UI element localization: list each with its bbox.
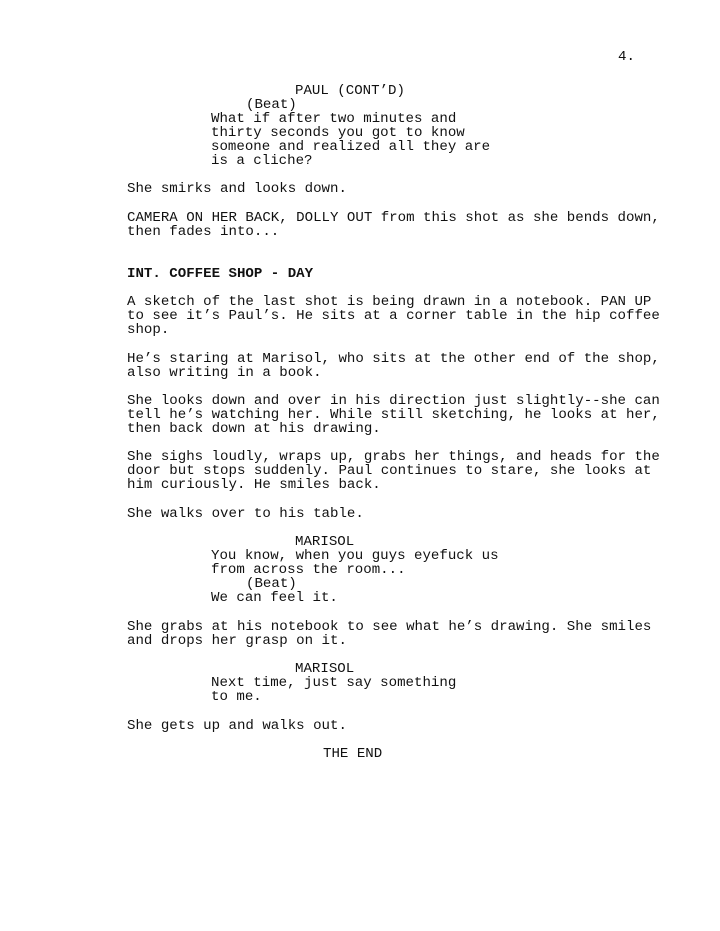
scene-heading: INT. COFFEE SHOP - DAY (127, 266, 314, 282)
parenthetical: (Beat) (246, 97, 297, 113)
action-line: A sketch of the last shot is being drawn in a notebook. PAN UP (127, 294, 652, 310)
dialogue-line: What if after two minutes and (211, 111, 457, 127)
dialogue-line: You know, when you guys eyefuck us (211, 548, 499, 564)
character-name: MARISOL (295, 534, 355, 550)
character-name: MARISOL (295, 661, 355, 677)
dialogue-line: thirty seconds you got to know (211, 125, 465, 141)
action-line: She gets up and walks out. (127, 718, 347, 734)
action-line: CAMERA ON HER BACK, DOLLY OUT from this shot as she bends down, (127, 210, 660, 226)
action-line: then back down at his drawing. (127, 421, 381, 437)
action-line: She sighs loudly, wraps up, grabs her things, and heads for the (127, 449, 660, 465)
parenthetical: (Beat) (246, 576, 297, 592)
dialogue-line: from across the room... (211, 562, 406, 578)
character-name: PAUL (CONT’D) (295, 83, 405, 99)
action-line: door but stops suddenly. Paul continues to stare, she looks at (127, 463, 652, 479)
action-line: shop. (127, 322, 170, 338)
dialogue-line: to me. (211, 689, 262, 705)
the-end-marker: THE END (323, 746, 383, 762)
action-line: She smirks and looks down. (127, 181, 347, 197)
action-line: tell he’s watching her. While still sketching, he looks at her, (127, 407, 660, 423)
dialogue-line: is a cliche? (211, 153, 313, 169)
dialogue-line: Next time, just say something (211, 675, 457, 691)
action-line: and drops her grasp on it. (127, 633, 347, 649)
action-line: She walks over to his table. (127, 506, 364, 522)
action-line: also writing in a book. (127, 365, 322, 381)
page-number: 4. (618, 49, 635, 65)
dialogue-line: We can feel it. (211, 590, 338, 606)
action-line: She grabs at his notebook to see what he’s drawing. She smiles (127, 619, 652, 635)
dialogue-line: someone and realized all they are (211, 139, 491, 155)
action-line: to see it’s Paul’s. He sits at a corner table in the hip coffee (127, 308, 660, 324)
action-line: She looks down and over in his direction just slightly--she can (127, 393, 660, 409)
action-line: him curiously. He smiles back. (127, 477, 381, 493)
action-line: then fades into... (127, 224, 280, 240)
action-line: He’s staring at Marisol, who sits at the other end of the shop, (127, 351, 660, 367)
